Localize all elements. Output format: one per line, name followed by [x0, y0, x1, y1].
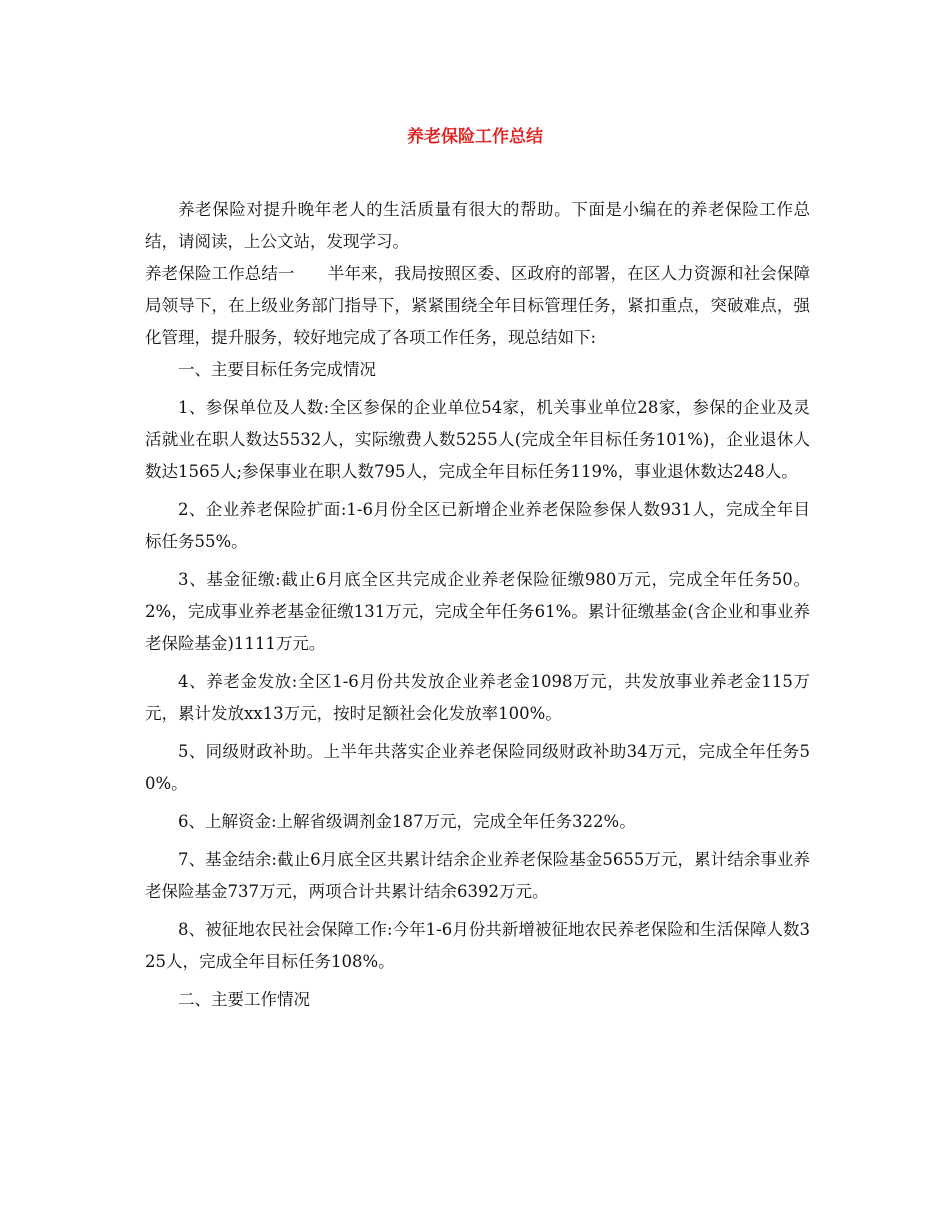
- item-paragraph-8: 8、被征地农民社会保障工作:今年1-6月份共新增被征地农民养老保险和生活保障人数325人，完成全年目标任务108%。: [145, 920, 810, 971]
- section-heading-two: 二、主要工作情况: [178, 990, 310, 1009]
- summary-one-paragraph: 养老保险工作总结一 半年来，我局按照区委、区政府的部署，在区人力资源和社会保障局领导下，在上级业务部门指导下，紧紧围绕全年目标管理任务，紧扣重点，突破难点，强化管理，提升服务，较好地完成了各项工作任务，现总结如下:: [145, 264, 810, 347]
- intro-paragraph: 养老保险对提升晚年老人的生活质量有很大的帮助。下面是小编在的养老保险工作总结，请阅读，上公文站，发现学习。: [145, 200, 810, 251]
- item-paragraph-4: 4、养老金发放:全区1-6月份共发放企业养老金1098万元，共发放事业养老金115万元，累计发放xx13万元，按时足额社会化发放率100%。: [145, 672, 810, 723]
- section-heading-one: 一、主要目标任务完成情况: [178, 360, 376, 379]
- item-paragraph-3: 3、基金征缴:截止6月底全区共完成企业养老保险征缴980万元，完成全年任务50。2%，完成事业养老基金征缴131万元，完成全年任务61%。累计征缴基金(含企业和事业养老保险基金)1111万元。: [145, 570, 810, 653]
- document-body: [145, 194, 810, 1022]
- item-paragraph-1: 1、参保单位及人数:全区参保的企业单位54家，机关事业单位28家，参保的企业及灵活就业在职人数达5532人，实际缴费人数5255人(完成全年目标任务101%)，企业退休人数达1565人;参保事业在职人数795人，完成全年目标任务119%，事业退休数达248人。: [145, 398, 810, 481]
- item-paragraph-5: 5、同级财政补助。上半年共落实企业养老保险同级财政补助34万元，完成全年任务50%。: [145, 742, 810, 793]
- item-paragraph-2: 2、企业养老保险扩面:1-6月份全区已新增企业养老保险参保人数931人，完成全年目标任务55%。: [145, 500, 810, 551]
- document-title: 养老保险工作总结: [407, 127, 543, 147]
- item-paragraph-7: 7、基金结余:截止6月底全区共累计结余企业养老保险基金5655万元，累计结余事业养老保险基金737万元，两项合计共累计结余6392万元。: [145, 850, 810, 901]
- item-paragraph-6: 6、上解资金:上解省级调剂金187万元，完成全年任务322%。: [178, 812, 636, 831]
